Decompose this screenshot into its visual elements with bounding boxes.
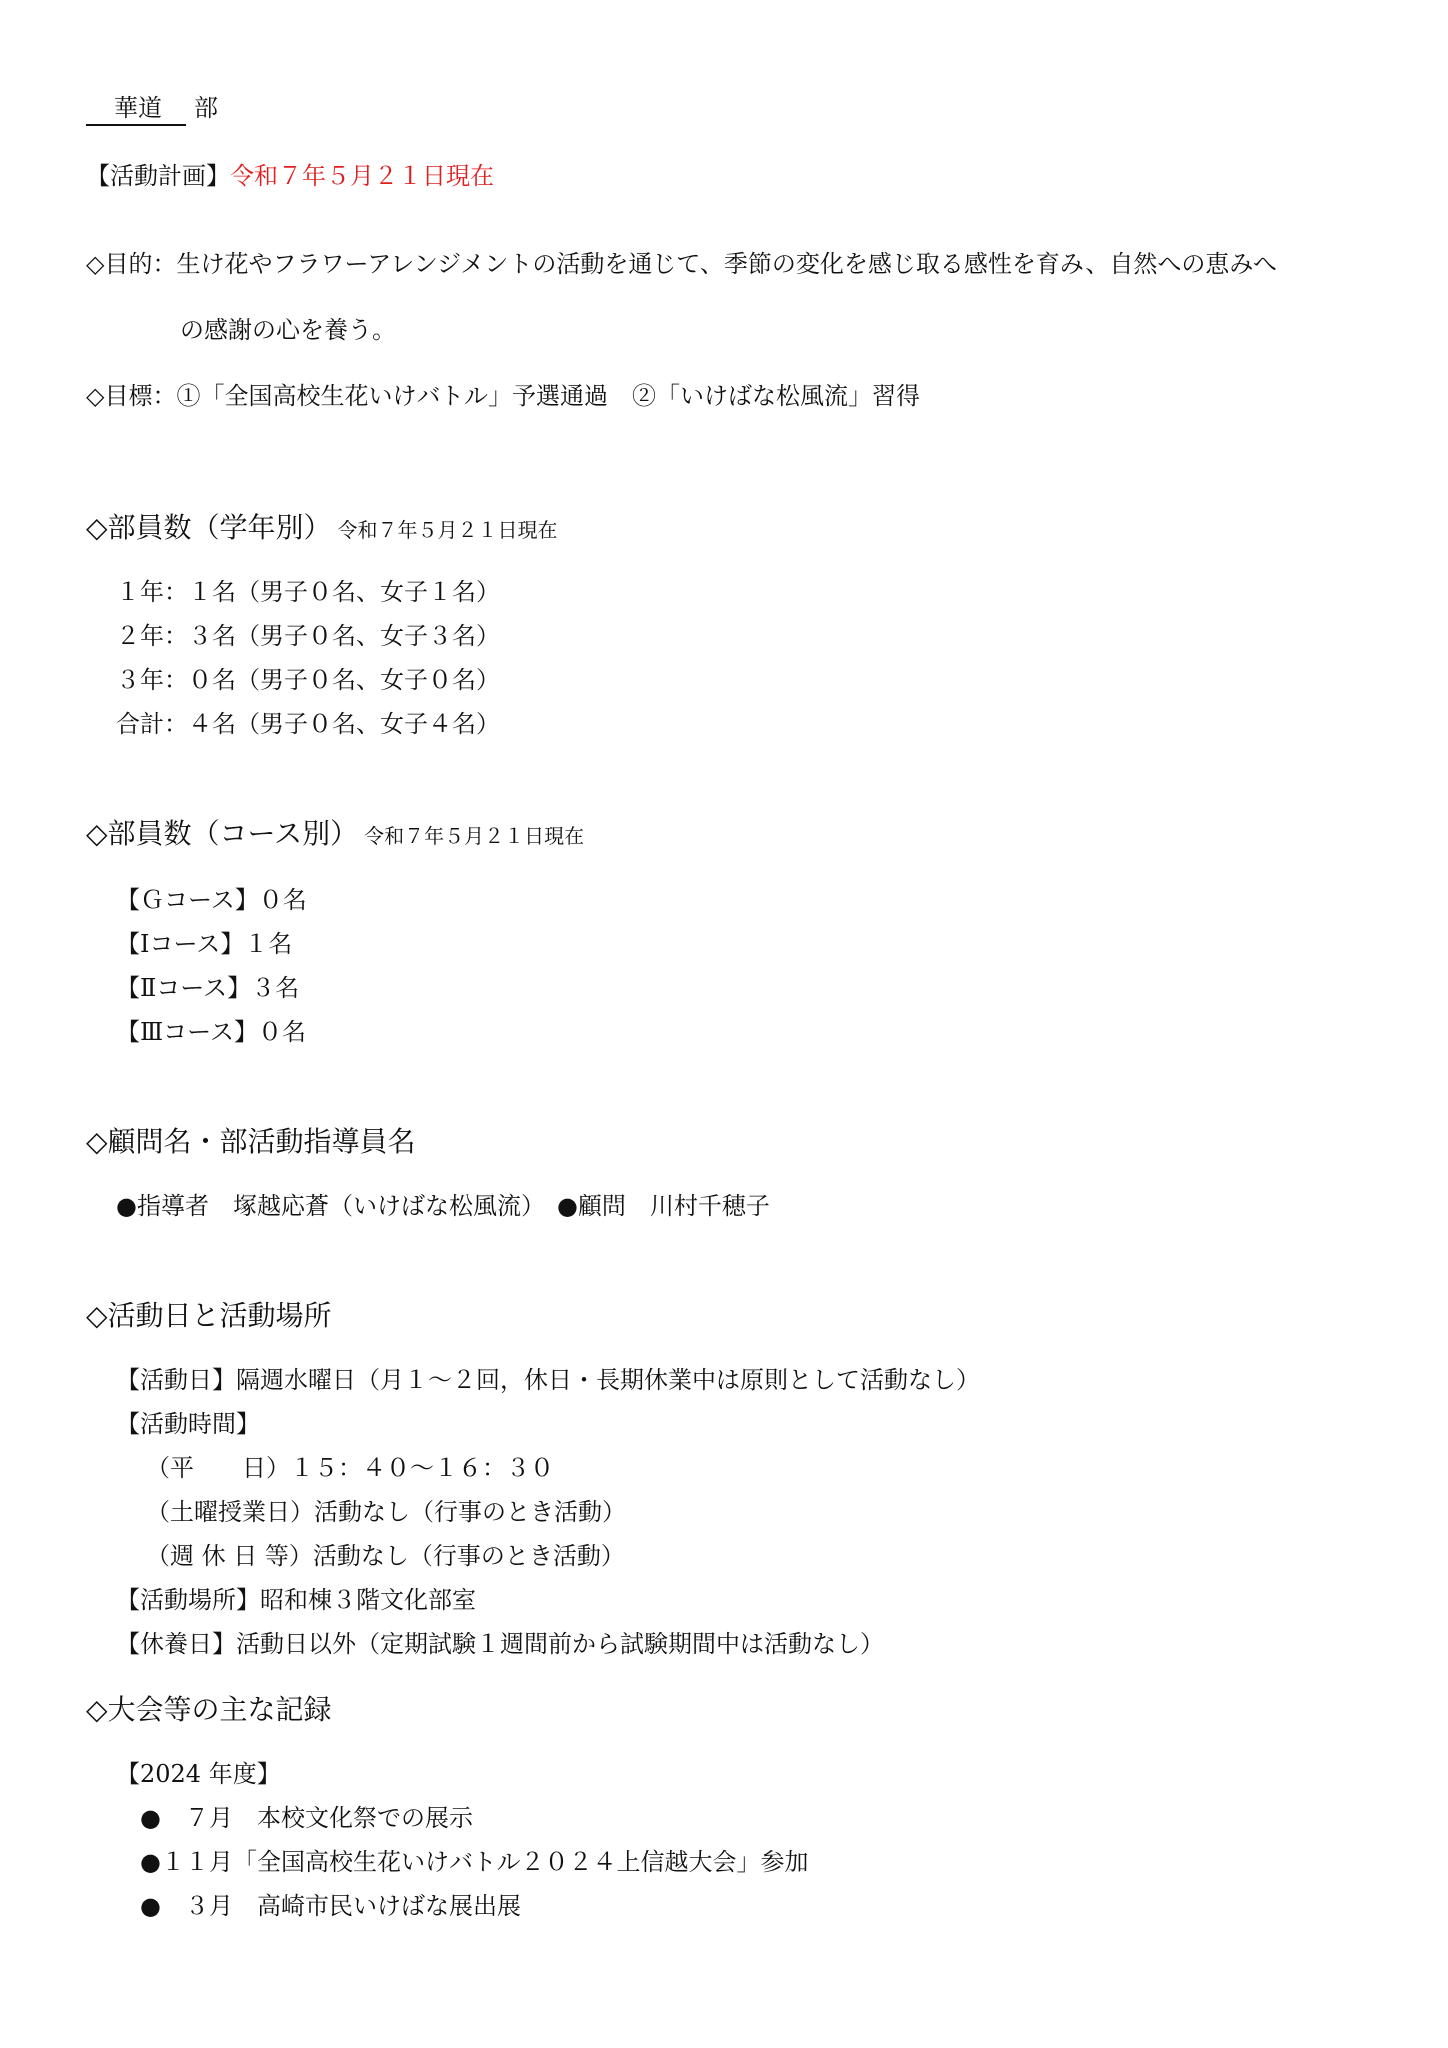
goal-line: ◇目標：①「全国高校生花いけバトル」予選通過 ②「いけばな松風流」習得 — [86, 382, 920, 410]
schedule-weekday: （平 日）１５：４０～１６：３０ — [146, 1454, 554, 1482]
purpose-line-2: の感謝の心を養う。 — [180, 316, 396, 344]
course-row: 【Ｇコース】０名 — [116, 886, 307, 914]
activity-plan-date: 令和７年５月２１日現在 — [230, 162, 494, 190]
members-course-title: ◇部員数（コース別） — [86, 817, 359, 850]
schedule-rest: 【休養日】活動日以外（定期試験１週間前から試験期間中は活動なし） — [116, 1630, 884, 1658]
schedule-heading: ◇活動日と活動場所 — [86, 1299, 332, 1332]
records-heading: ◇大会等の主な記録 — [86, 1693, 332, 1726]
members-grade-date: 令和７年５月２１日現在 — [337, 518, 558, 542]
members-grade-title: ◇部員数（学年別） — [86, 511, 332, 544]
record-item: ●１１月「全国高校生花いけバトル２０２４上信越大会」参加 — [140, 1848, 809, 1876]
activity-plan-label: 【活動計画】 — [86, 162, 230, 190]
schedule-place: 【活動場所】昭和棟３階文化部室 — [116, 1586, 476, 1614]
members-course-heading — [86, 816, 584, 854]
club-title — [86, 92, 218, 126]
schedule-holiday: （週 休 日 等）活動なし（行事のとき活動） — [146, 1542, 625, 1570]
club-suffix: 部 — [194, 94, 218, 122]
advisors-line: ●指導者 塚越応蒼（いけばな松風流） ●顧問 川村千穂子 — [116, 1192, 770, 1220]
records-year: 【2024 年度】 — [116, 1760, 281, 1788]
course-row: 【Ⅲコース】０名 — [116, 1018, 306, 1046]
grade-row-total: 合計：４名（男子０名、女子４名） — [116, 710, 500, 738]
members-course-date: 令和７年５月２１日現在 — [364, 824, 585, 848]
grade-row: ３年：０名（男子０名、女子０名） — [116, 666, 500, 694]
schedule-saturday: （土曜授業日）活動なし（行事のとき活動） — [146, 1498, 626, 1526]
club-name: 華道 — [86, 92, 186, 126]
activity-plan-heading — [86, 160, 494, 192]
members-grade-heading — [86, 510, 558, 548]
advisors-heading: ◇顧問名・部活動指導員名 — [86, 1125, 416, 1158]
course-row: 【Ⅱコース】３名 — [116, 974, 300, 1002]
schedule-days: 【活動日】隔週水曜日（月１～２回，休日・長期休業中は原則として活動なし） — [116, 1366, 980, 1394]
record-item: ● ３月 高崎市民いけばな展出展 — [140, 1892, 521, 1920]
grade-row: ２年：３名（男子０名、女子３名） — [116, 622, 500, 650]
grade-row: １年：１名（男子０名、女子１名） — [116, 578, 500, 606]
purpose-line-1: ◇目的：生け花やフラワーアレンジメントの活動を通じて、季節の変化を感じ取る感性を育み、自然への恵みへ — [86, 250, 1277, 278]
course-row: 【Ⅰコース】１名 — [116, 930, 293, 958]
schedule-time-label: 【活動時間】 — [116, 1410, 260, 1438]
record-item: ● ７月 本校文化祭での展示 — [140, 1804, 473, 1832]
